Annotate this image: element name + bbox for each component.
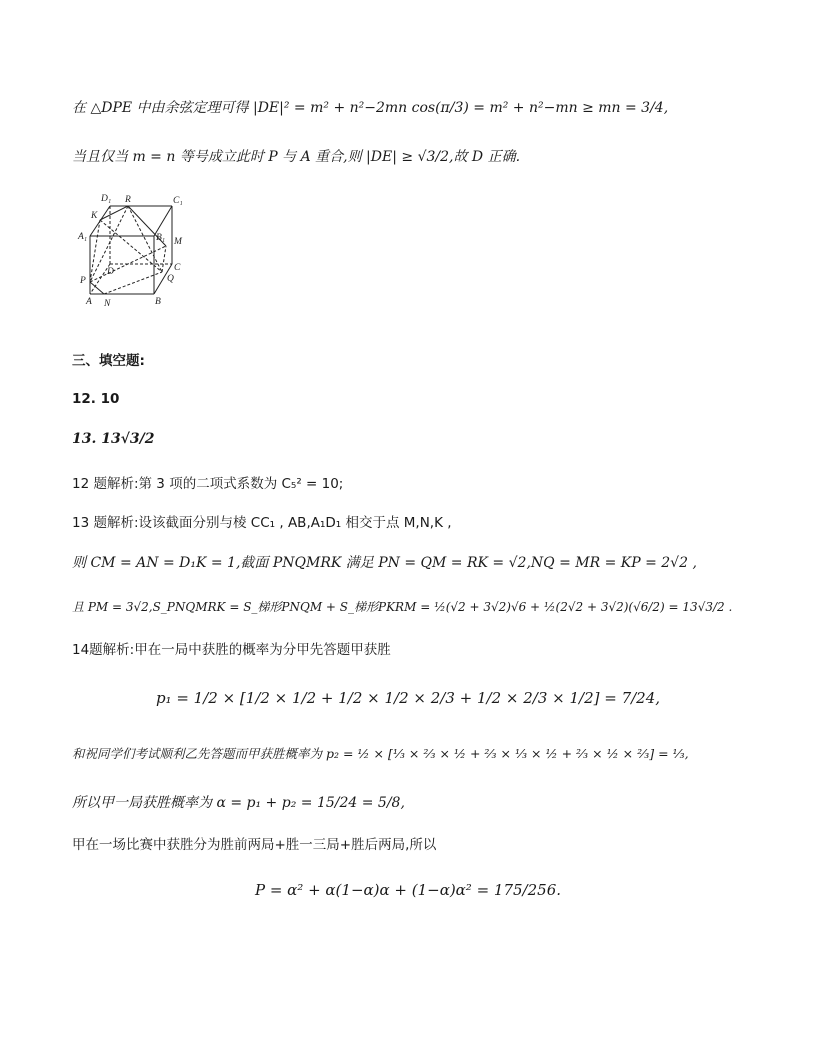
p1-formula-text: p₁ = 1/2 × [1/2 × 1/2 + 1/2 × 1/2 × 2/3 + 1/2 × 2/3 × 1/2] = 7/24, [155,689,661,707]
section-heading [72,351,145,371]
label-D1: D₁ [101,194,112,204]
solution-13-line-3-text: 且 PM = 3√2,S_PNQMRK = S_梯形PNQM + S_梯形PKRM = ½(√2 + 3√2)√6 + ½(2√2 + 3√2)(√6/2) = 13√3/2 . [72,600,733,614]
label-P: P [80,276,86,286]
solution-14-final-formula [0,880,816,901]
solution-13-line-1 [72,513,452,533]
solution-14-line-3 [72,744,689,764]
final-formula-text: P = α² + α(1−α)α + (1−α)α² = 175/256. [254,881,562,899]
label-K: K [91,211,98,221]
cube-figure [74,188,194,308]
solution-13-line-2 [72,553,697,573]
solution-14-line-1 [72,640,391,660]
solution-12 [72,474,343,494]
label-R: R [125,195,131,205]
label-A1: A₁ [78,232,88,242]
solution-14-line-4-text: 所以甲一局获胜概率为 α = p₁ + p₂ = 15/24 = 5/8, [72,795,405,811]
cosine-law-text: 在 △DPE 中由余弦定理可得 |DE|² = m² + n²−2mn cos(π/3) = m² + n²−mn ≥ mn = 3/4, [72,100,669,116]
label-B: B [155,297,161,307]
label-M: M [174,237,182,247]
answer-13-text: 13. 13√3/2 [72,431,155,447]
answer-13 [72,429,155,449]
section-heading-text: 三、填空题: [72,353,145,369]
solution-13-line-1-text: 13 题解析:设该截面分别与棱 CC₁ , AB,A₁D₁ 相交于点 M,N,K , [72,515,452,531]
answer-12-text: 12. 10 [72,391,120,407]
label-C1: C₁ [173,196,183,206]
solution-12-text: 12 题解析:第 3 项的二项式系数为 C₅² = 10; [72,476,344,492]
solution-14-p1-formula [0,688,816,709]
label-B1: B₁ [156,233,166,243]
label-N: N [104,299,111,308]
answer-12 [72,389,119,409]
solution-13-line-2-text: 则 CM = AN = D₁K = 1,截面 PNQMRK 满足 PN = QM = RK = √2,NQ = MR = KP = 2√2 , [72,555,697,571]
label-D: D [107,267,114,277]
text-line-equality [72,147,520,167]
solution-14-line-5 [72,835,436,855]
equality-text: 当且仅当 m = n 等号成立此时 P 与 A 重合,则 |DE| ≥ √3/2,故 D 正确. [72,149,521,165]
solution-14-line-5-text: 甲在一场比赛中获胜分为胜前两局+胜一三局+胜后两局,所以 [72,837,437,853]
solution-14-line-1-text: 14题解析:甲在一局中获胜的概率为分甲先答题甲获胜 [72,642,391,658]
solution-14-line-4 [72,793,405,813]
label-C: C [174,263,181,273]
solution-13-line-3 [72,597,732,617]
label-Q: Q [167,274,174,284]
solution-14-line-3-text: 和祝同学们考试顺利乙先答题而甲获胜概率为 p₂ = ½ × [⅓ × ⅔ × ½ + ⅔ × ⅓ × ½ + ⅔ × ½ × ⅔] = ⅓, [72,746,689,761]
text-line-cosine-law [72,98,668,118]
label-A: A [86,297,92,307]
